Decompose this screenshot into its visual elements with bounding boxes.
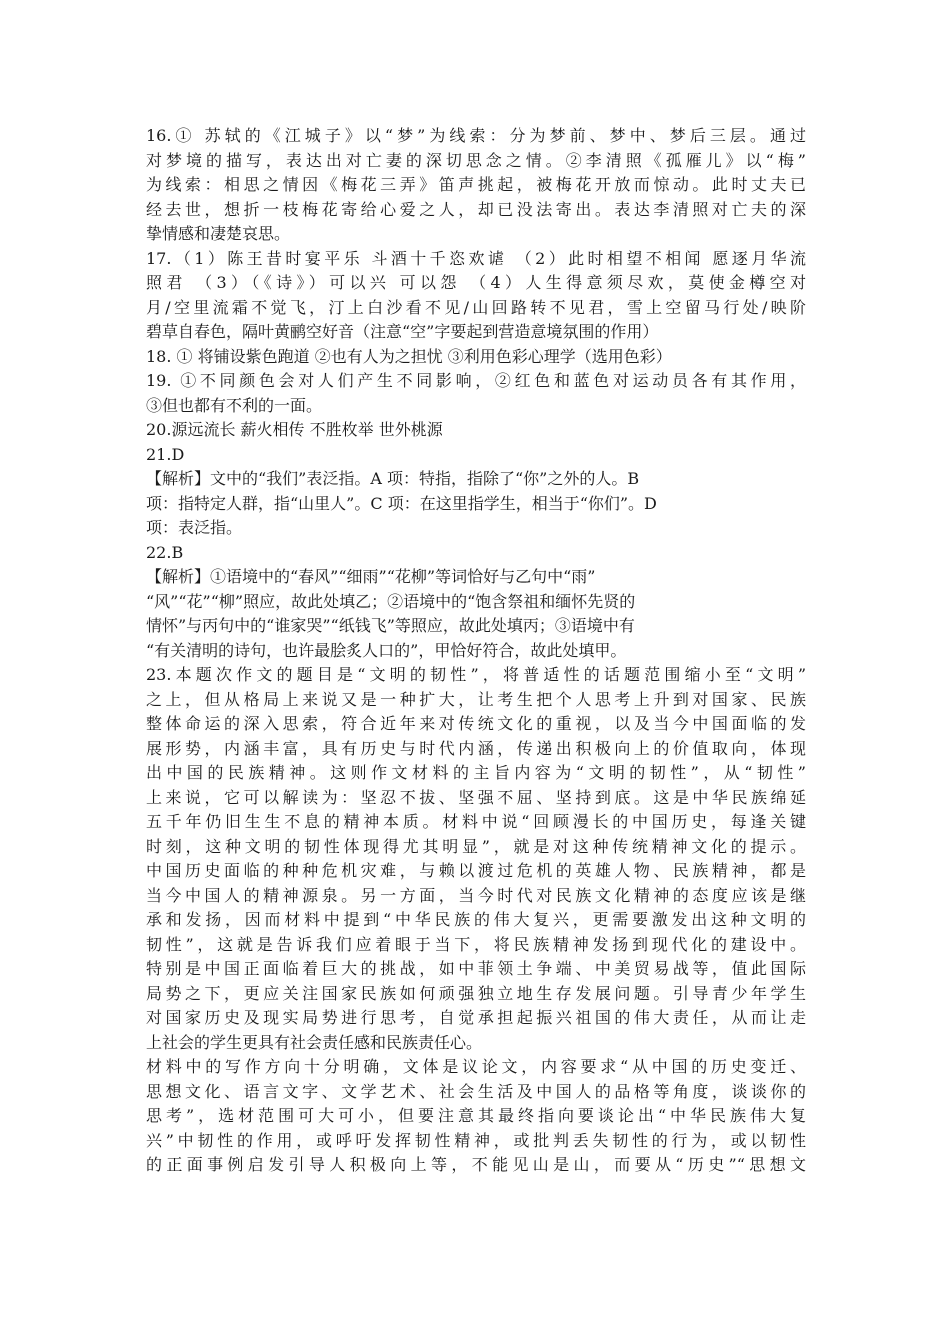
text-line: ③但也都有不利的一面。 [146,395,323,415]
text-line: 照君 （3）（《诗》）可以兴 可以怨 （4）人生得意须尽欢，莫使金樽空对 [146,273,806,292]
text-line: 对梦境的描写，表达出对亡妻的深切思念之情。②李清照《孤雁儿》以“梅” [146,150,806,170]
text-line: 韧性”，这就是告诉我们应着眼于当下，将民族精神发扬到现代化的建设中。 [146,934,806,954]
text-line: 中国历史面临的种种危机灾难，与赖以渡过危机的英雄人物、民族精神，都是 [146,861,806,880]
text-line: 17.（1）陈王昔时宴平乐 斗酒十千恣欢谑 （2）此时相望不相闻 愿逐月华流 [146,248,806,268]
text-line: 整体命运的深入思索，符合近年来对传统文化的重视，以及当今中国面临的发 [146,714,806,733]
text-line: 项：表泛指。 [146,518,243,537]
text-line: 对国家历史及现实局势进行思考，自觉承担起振兴祖国的伟大责任，从而让走 [146,1008,806,1027]
text-line: 特别是中国正面临着巨大的挑战，如中菲领土争端、中美贸易战等，值此国际 [146,959,806,978]
text-line: 16.① 苏轼的《江城子》以“梦”为线索：分为梦前、梦中、梦后三层。通过 [146,126,806,145]
text-line: 挚情感和凄楚哀思。 [146,224,291,243]
text-line: 局势之下，更应关注国家民族如何顽强独立地生存发展问题。引导青少年学生 [146,983,806,1003]
text-line: 展形势，内涵丰富，具有历史与时代内涵，传递出积极向上的价值取向，体现 [146,738,806,758]
text-line: 上社会的学生更具有社会责任感和民族责任心。 [146,1032,483,1052]
text-line: 时刻，这种文明的韧性体现得尤其明显”，就是对这种传统精神文化的提示。 [146,836,806,856]
text-line: 【解析】文中的“我们”表泛指。A 项：特指，指除了“你”之外的人。B [146,469,640,488]
text-line: 21.D [146,444,185,464]
text-line: 思考”，选材范围可大可小，但要注意其最终指向要谈论出“中华民族伟大复 [146,1106,806,1125]
text-line: 出中国的民族精神。这则作文材料的主旨内容为“文明的韧性”，从“韧性” [146,763,806,782]
text-line: 经去世，想折一枝梅花寄给心爱之人，却已没法寄出。表达李清照对亡夫的深 [146,199,806,219]
text-line: 19. ①不同颜色会对人们产生不同影响，②红色和蓝色对运动员各有其作用， [146,371,806,390]
text-line: 材料中的写作方向十分明确，文体是议论文，内容要求“从中国的历史变迁、 [146,1057,806,1076]
text-line: 兴”中韧性的作用，或呼吁发挥韧性精神，或批判丢失韧性的行为，或以韧性 [146,1130,806,1150]
text-line: 情怀”与丙句中的“谁家哭”“纸钱飞”等照应，故此处填丙；③语境中有 [146,616,635,635]
text-line: 碧草自春色，隔叶黄鹂空好音（注意“空”字要起到营造意境氛围的作用） [146,322,659,341]
text-line: 为线索：相思之情因《梅花三弄》笛声挑起，被梅花开放而惊动。此时丈夫已 [146,175,806,194]
text-line: 思想文化、语言文字、文学艺术、社会生活及中国人的品格等角度，谈谈你的 [146,1081,806,1101]
text-line: 当今中国人的精神源泉。另一方面，当今时代对民族文化精神的态度应该是继 [146,885,806,905]
text-line: 承和发扬，因而材料中提到“中华民族的伟大复兴，更需要激发出这种文明的 [146,910,806,929]
text-line: 项：指特定人群，指“山里人”。C 项：在这里指学生，相当于“你们”。D [146,493,657,513]
answer-key-document [146,124,806,1178]
text-line: 五千年仍旧生生不息的精神本质。材料中说“回顾漫长的中国历史，每逢关键 [146,812,806,831]
text-line: 23.本题次作文的题目是“文明的韧性”，将普适性的话题范围缩小至“文明” [146,665,806,684]
text-line: 月/空里流霜不觉飞，汀上白沙看不见/山回路转不见君，雪上空留马行处/映阶 [146,297,806,317]
text-line: 【解析】①语境中的“春风”“细雨”“花柳”等词恰好与乙句中“雨” [146,567,596,586]
text-line: “风”“花”“柳”照应，故此处填乙；②语境中的“饱含祭祖和缅怀先贤的 [146,591,636,611]
text-line: 18. ① 将铺设紫色跑道 ②也有人为之担忧 ③利用色彩心理学（选用色彩） [146,346,672,366]
text-line: 之上，但从格局上来说又是一种扩大，让考生把个人思考上升到对国家、民族 [146,689,806,709]
text-line: 20.源远流长 薪火相传 不胜枚举 世外桃源 [146,420,443,439]
text-line: 22.B [146,542,184,562]
text-line: 的正面事例启发引导人积极向上等，不能见山是山，而要从“历史”“思想文 [146,1155,806,1174]
text-line: 上来说，它可以解读为：坚忍不拔、坚强不屈、坚持到底。这是中华民族绵延 [146,787,806,807]
text-line: “有关清明的诗句，也许最脍炙人口的”，甲恰好符合，故此处填甲。 [146,640,627,660]
